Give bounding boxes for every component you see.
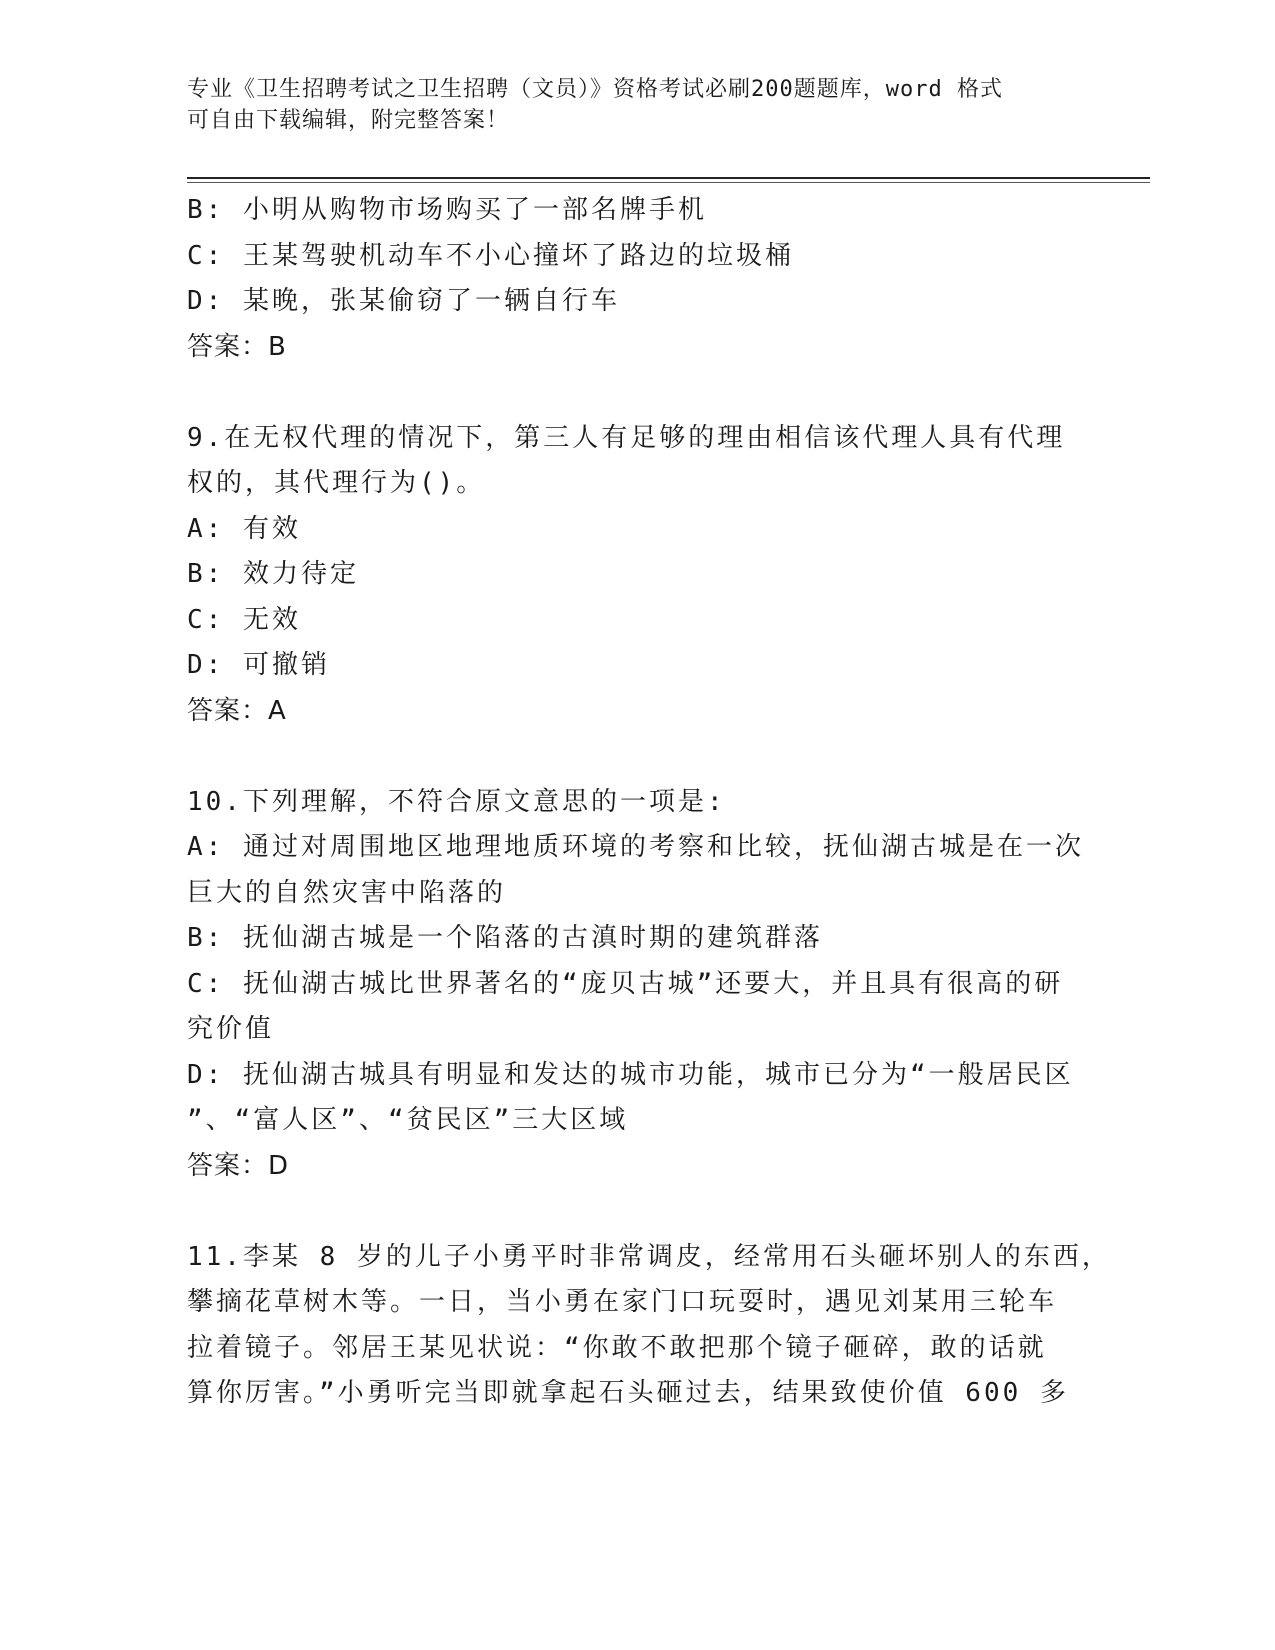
q9-option-b: B: 效力待定 (187, 559, 359, 589)
q10-option-a-line-1: A: 通过对周围地区地理地质环境的考察和比较，抚仙湖古城是在一次 (187, 832, 1084, 862)
header-rule-thick (187, 177, 1150, 179)
document-header (187, 74, 1067, 136)
q10-stem: 10.下列理解，不符合原文意思的一项是: (187, 786, 726, 817)
q8-option-d: D: 某晚，张某偷窃了一辆自行车 (187, 286, 620, 316)
q11-stem-line-3: 拉着镜子。邻居王某见状说：“你敢不敢把那个镜子砸碎，敢的话就 (187, 1332, 1047, 1363)
header-line-1: 专业《卫生招聘考试之卫生招聘（文员）》资格考试必刷200题题库，word 格式 (187, 77, 1003, 102)
q10-option-b: B: 抚仙湖古城是一个陷落的古滇时期的建筑群落 (187, 923, 823, 953)
spacer (187, 370, 1067, 416)
q9-option-a: A: 有效 (187, 513, 301, 544)
question-8 (187, 188, 1067, 370)
spacer (187, 1189, 1067, 1235)
spacer (187, 734, 1067, 780)
q9-option-d: D: 可撤销 (187, 650, 330, 680)
q10-option-d-line-1: D: 抚仙湖古城具有明显和发达的城市功能，城市已分为“一般居民区 (187, 1059, 1074, 1090)
header-line-2: 可自由下载编辑，附完整答案！ (187, 108, 510, 133)
q10-option-c-line-1: C: 抚仙湖古城比世界著名的“庞贝古城”还要大，并且具有很高的研 (187, 968, 1064, 999)
q10-option-a-line-2: 巨大的自然灾害中陷落的 (187, 877, 507, 908)
q11-stem-line-1: 11.李某 8 岁的儿子小勇平时非常调皮，经常用石头砸坏别人的东西， (187, 1241, 1111, 1272)
q10-option-c-line-2: 究价值 (187, 1014, 275, 1044)
question-10 (187, 780, 1084, 1190)
q11-stem-line-2: 攀摘花草树木等。一日，当小勇在家门口玩耍时，遇见刘某用三轮车 (187, 1287, 1058, 1317)
q10-answer: 答案：D (187, 1150, 290, 1181)
q9-stem-line-2: 权的，其代理行为()。 (187, 468, 486, 498)
header-rule-thin (187, 182, 1150, 183)
q9-answer: 答案：A (187, 695, 287, 726)
question-9 (187, 416, 1067, 735)
document-body (187, 188, 1111, 1417)
q8-option-b: B: 小明从购物市场购买了一部名牌手机 (187, 195, 707, 225)
q11-stem-line-4: 算你厉害。”小勇听完当即就拿起石头砸过去，结果致使价值 600 多 (187, 1378, 1069, 1408)
q8-answer: 答案：B (187, 331, 287, 362)
q10-option-d-line-2: ”、“富人区”、“贫民区”三大区域 (187, 1105, 629, 1135)
q9-stem-line-1: 9.在无权代理的情况下，第三人有足够的理由相信该代理人具有代理 (187, 422, 1066, 453)
q8-option-c: C: 王某驾驶机动车不小心撞坏了路边的垃圾桶 (187, 240, 794, 271)
q9-option-c: C: 无效 (187, 604, 301, 635)
question-11 (187, 1235, 1111, 1417)
